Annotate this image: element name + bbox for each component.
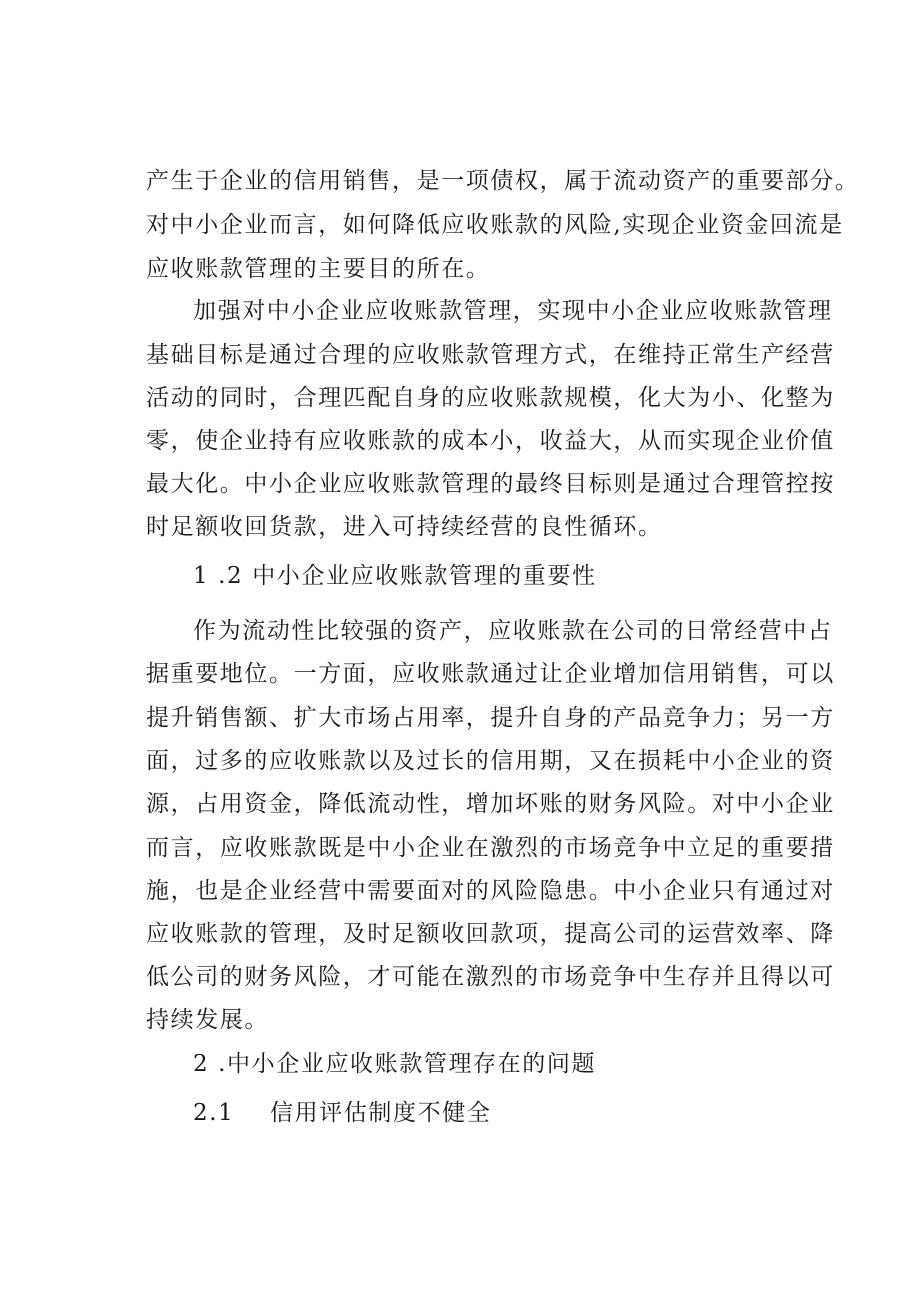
paragraph-3-line-4: 面，过多的应收账款以及过长的信用期，又在损耗中小企业的资 <box>146 748 835 774</box>
paragraph-3-line-5: 源，占用资金，降低流动性，增加坏账的财务风险。对中小企业 <box>146 791 835 817</box>
paragraph-1-line-1: 产生于企业的信用销售，是一项债权，属于流动资产的重要部分。 <box>146 168 860 194</box>
paragraph-2-line-5: 最大化。中小企业应收账款管理的最终目标则是通过合理管控按 <box>146 471 835 497</box>
paragraph-3-line-6: 而言，应收账款既是中小企业在激烈的市场竞争中立足的重要措 <box>146 835 835 861</box>
paragraph-2-line-1: 加强对中小企业应收账款管理，实现中小企业应收账款管理 <box>193 298 833 324</box>
paragraph-2-line-4: 零，使企业持有应收账款的成本小，收益大，从而实现企业价值 <box>146 428 835 454</box>
paragraph-3-line-1: 作为流动性比较强的资产，应收账款在公司的日常经营中占 <box>193 618 833 644</box>
paragraph-3-line-2: 据重要地位。一方面，应收账款通过让企业增加信用销售，可以 <box>146 661 835 687</box>
paragraph-3-line-7: 施，也是企业经营中需要面对的风险隐患。中小企业只有通过对 <box>146 878 835 904</box>
paragraph-2-line-3: 活动的同时，合理匹配自身的应收账款规模，化大为小、化整为 <box>146 385 835 411</box>
paragraph-2-line-6: 时足额收回货款，进入可持续经营的良性循环。 <box>146 514 663 540</box>
paragraph-2-line-2: 基础目标是通过合理的应收账款管理方式，在维持正常生产经营 <box>146 342 835 368</box>
section-heading-2-1: 2.1 信用评估制度不健全 <box>193 1100 492 1126</box>
paragraph-3-line-8: 应收账款的管理，及时足额收回款项，提高公司的运营效率、降 <box>146 921 835 947</box>
section-heading-1-2: 1 .2 中小企业应收账款管理的重要性 <box>193 563 597 589</box>
paragraph-3-line-3: 提升销售额、扩大市场占用率，提升自身的产品竞争力；另一方 <box>146 705 835 731</box>
paragraph-1-line-3: 应收账款管理的主要目的所在。 <box>146 256 491 282</box>
paragraph-3-line-10: 持续发展。 <box>146 1007 269 1033</box>
paragraph-3-line-9: 低公司的财务风险，才可能在激烈的市场竞争中生存并且得以可 <box>146 964 835 990</box>
paragraph-1-line-2: 对中小企业而言，如何降低应收账款的风险,实现企业资金回流是 <box>146 212 844 238</box>
section-heading-2: 2 .中小企业应收账款管理存在的问题 <box>193 1051 597 1077</box>
